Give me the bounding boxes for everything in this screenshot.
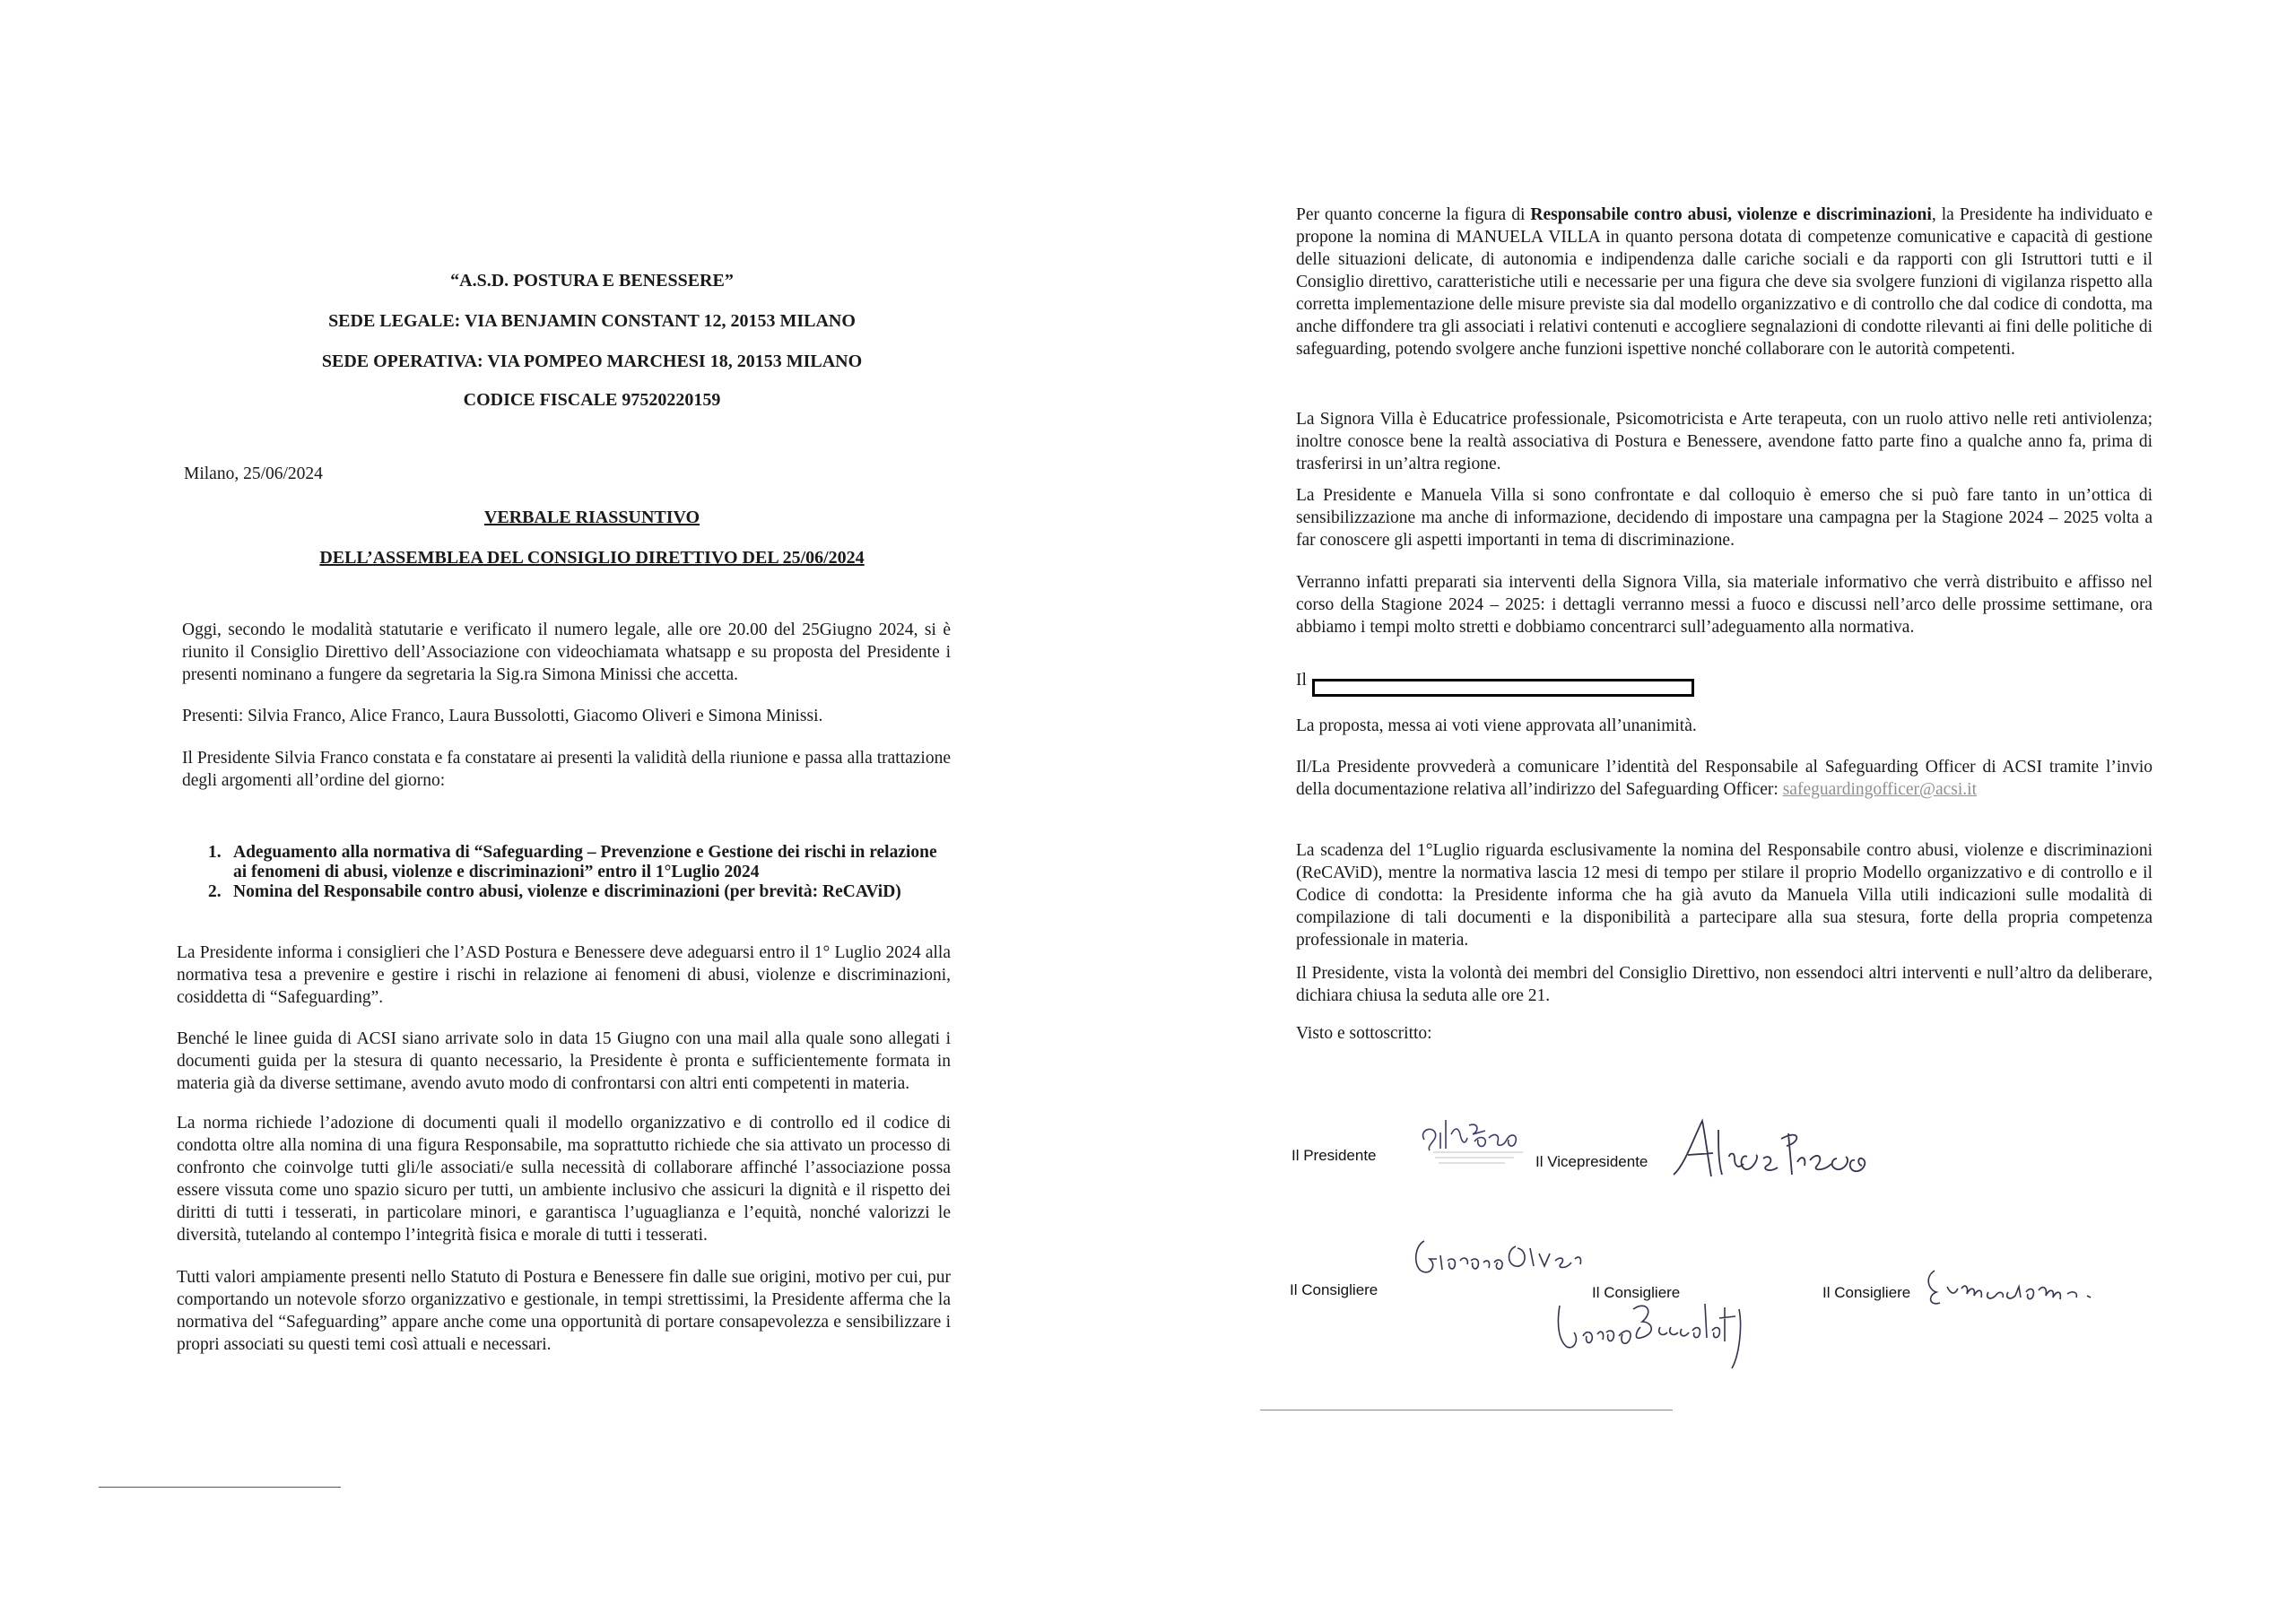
closing-paragraph: Il Presidente, vista la volontà dei membri del Consiglio Direttivo, non essendoci altri interventi e null’altro da deliberare, dichiara chiusa la seduta alle ore 21. [1296, 964, 2152, 1005]
deadline-paragraph: La scadenza del 1°Luglio riguarda esclusivamente la nomina del Responsabile contro abusi, violenze e discriminazioni (ReCAViD), mentre la normativa lascia 12 mesi di tempo per stilare il proprio Modello organizzativo e di controllo e il Codice di condotta: la Presidente informa che ha già avuto da Manuela Villa utili indicazioni sulle modalità di compilazione di tali documenti e la disponibilità a partecipare alla sua stesura, forte della propria competenza professionale in materia. [1296, 841, 2152, 950]
tax-code: CODICE FISCALE 97520220159 [463, 390, 721, 410]
recavid-appointment-paragraph [1296, 204, 2152, 360]
place-date: Milano, 25/06/2024 [184, 464, 323, 483]
villa-profile-paragraph: La Signora Villa è Educatrice professionale, Psicomotricista e Arte terapeuta, con un ruolo attivo nelle reti antiviolenza; inoltre conosce bene la realtà associativa di Postura e Benessere, avendone fatto parte fino a qualche anno fa, prima di trasferirsi in un’altra regione. [1296, 410, 2152, 473]
communication-text: Il/La Presidente provvederà a comunicare l’identità del Responsabile al Safeguarding Officer di ACSI tramite l’invio della documentazione relativa all’indirizzo del Safeguarding Officer: [1296, 758, 2152, 799]
president-label: Il Presidente [1292, 1147, 1377, 1164]
agenda-item [208, 882, 952, 902]
association-name: “A.S.D. POSTURA E BENESSERE” [450, 271, 734, 291]
agenda-item-text: Adeguamento alla normativa di “Safeguarding – Prevenzione e Gestione dei rischi in relazione ai fenomeni di abusi, violenze e discriminazioni” entro il 1°Luglio 2024 [233, 843, 937, 881]
campaign-paragraph: La Presidente e Manuela Villa si sono confrontate e dal colloquio è emerso che si può fare tanto in un’ottica di sensibilizzazione ma anche di informazione, decidendo di impostare una campagna per la Stagione 2024 – 2025 volta a far conoscere gli aspetti importanti in tema di discriminazione. [1296, 486, 2152, 550]
redaction-box [1312, 679, 1694, 697]
paragraph-adjustment: La Presidente informa i consiglieri che l’ASD Postura e Benessere deve adeguarsi entro il 1° Luglio 2024 alla normativa tesa a prevenire e gestire i rischi in relazione ai fenomeni di abusi, violenze e discriminazioni, cosiddetta di “Safeguarding”. [177, 943, 951, 1007]
paragraph-requirements: La norma richiede l’adozione di documenti quali il modello organizzativo e di controllo ed il codice di condotta oltre alla nomina di una figura Responsabile, ma soprattutto richiede che sia attivato un processo di confronto che coinvolge tutti gli/le associati/e sulla necessità di collaborare affinché l’associazione possa essere vissuta come uno spazio sicuro per tutti, un ambiente inclusivo che assicuri la dignità e il rispetto dei diritti di tutti i tesserati, in particolare minori, e garantisca l’uguaglianza e l’equità, nonché valorizzi le diversità, tutelando al contempo l’integrità fisica e morale di tutti i tesserati. [177, 1114, 951, 1245]
paragraph-values: Tutti valori ampiamente presenti nello Statuto di Postura e Benessere fin dalle sue origini, motivo per cui, pur comportando un notevole sforzo organizzativo e gestionale, in tempi strettissimi, la Presidente afferma che la normativa del “Safeguarding” appare anche come una opportunità di portare consapevolezza e sensibilizzare i propri associati su questi temi così attuali e necessari. [177, 1268, 951, 1354]
present-members: Presenti: Silvia Franco, Alice Franco, Laura Bussolotti, Giacomo Oliveri e Simona Minissi. [182, 707, 823, 725]
signed-label: Visto e sottoscritto: [1296, 1024, 1432, 1043]
validity-paragraph: Il Presidente Silvia Franco constata e fa constatare ai presenti la validità della riunione e passa alla trattazione degli argomenti all’ordine del giorno: [182, 749, 951, 790]
president-signature [1415, 1107, 1541, 1170]
agenda-item-number: 2. [208, 882, 222, 901]
communication-paragraph [1296, 756, 2152, 801]
paragraph-guidelines: Benché le linee guida di ACSI siano arrivate solo in data 15 Giugno con una mail alla quale sono allegati i documenti guida per la stesura di quanto necessario, la Presidente è pronta e sufficientemente formata in materia già da diverse settimane, avendo avuto modo di confrontarsi con altri enti competenti in materia. [177, 1029, 951, 1093]
registered-office: SEDE LEGALE: VIA BENJAMIN CONSTANT 12, 20153 MILANO [328, 311, 856, 331]
recavid-role-bold: Responsabile contro abusi, violenze e discriminazioni [1530, 205, 1932, 224]
recavid-lead: Per quanto concerne la figura di [1296, 205, 1531, 224]
councillor-label: Il Consigliere [1290, 1281, 1378, 1298]
redacted-line-prefix: Il [1296, 671, 1307, 690]
approval-line: La proposta, messa ai voti viene approvata all’unanimità. [1296, 716, 1697, 735]
councillor-signature-minissi [1915, 1260, 2112, 1323]
intro-paragraph: Oggi, secondo le modalità statutarie e verificato il numero legale, alle ore 20.00 del 25Giugno 2024, si è riunito il Consiglio Direttivo dell’Associazione con videochiamata whatsapp e su proposta del Presidente i presenti nominano a fungere da segretaria la Sig.ra Simona Minissi che accetta. [182, 621, 951, 684]
councillor-label: Il Consigliere [1822, 1284, 1911, 1301]
safeguarding-email-link[interactable]: safeguardingofficer@acsi.it [1782, 780, 1978, 799]
materials-paragraph: Verranno infatti preparati sia interventi della Signora Villa, sia materiale informativo che verrà distribuito e affisso nel corso della Stagione 2024 – 2025: i dettagli verranno messi a fuoco e discussi nell’arco delle prossime settimane, ora abbiamo i tempi molto stretti e dobbiamo concentrarci sull’adeguamento alla normativa. [1296, 573, 2152, 637]
councillor-signature-oliveri [1408, 1228, 1587, 1291]
recavid-rest: , la Presidente ha individuato e propone la nomina di MANUELA VILLA in quanto persona dotata di competenze comunicative e capacità di gestione delle situazioni delicate, di autonomia e indipendenza dalle cariche sociali e da rapporti con gli Istruttori tutti e il Consiglio direttivo, caratteristiche utili e necessarie per una figura che deve sia svolgere funzioni di vigilanza rispetto alla corretta implementazione delle misure previste sia dal modello organizzativo e di controllo che dal codice di condotta, ma anche diffondere tra gli associati i relativi contenuti e accogliere segnalazioni di condotte rilevanti ai fini delle politiche di safeguarding, potendo svolgere anche funzioni ispettive nonché collaborare con le autorità competenti. [1296, 205, 2153, 359]
right-document-page [1148, 0, 2296, 1623]
agenda-item [208, 843, 952, 882]
scan-edge-line [99, 1487, 341, 1488]
agenda-list [208, 843, 952, 902]
minutes-subtitle: DELL’ASSEMBLEA DEL CONSIGLIO DIRETTIVO DEL 25/06/2024 [319, 548, 865, 568]
agenda-item-number: 1. [208, 843, 222, 862]
councillor-signature-bussolotti [1547, 1291, 1762, 1381]
operative-office: SEDE OPERATIVA: VIA POMPEO MARCHESI 18, 20153 MILANO [321, 352, 863, 371]
agenda-item-text: Nomina del Responsabile contro abusi, violenze e discriminazioni (per brevità: ReCAViD) [233, 882, 901, 901]
vice-president-label: Il Vicepresidente [1535, 1153, 1648, 1170]
minutes-title: VERBALE RIASSUNTIVO [483, 508, 700, 527]
vice-president-signature [1666, 1112, 1900, 1193]
councillor-label: Il Consigliere [1592, 1284, 1681, 1301]
